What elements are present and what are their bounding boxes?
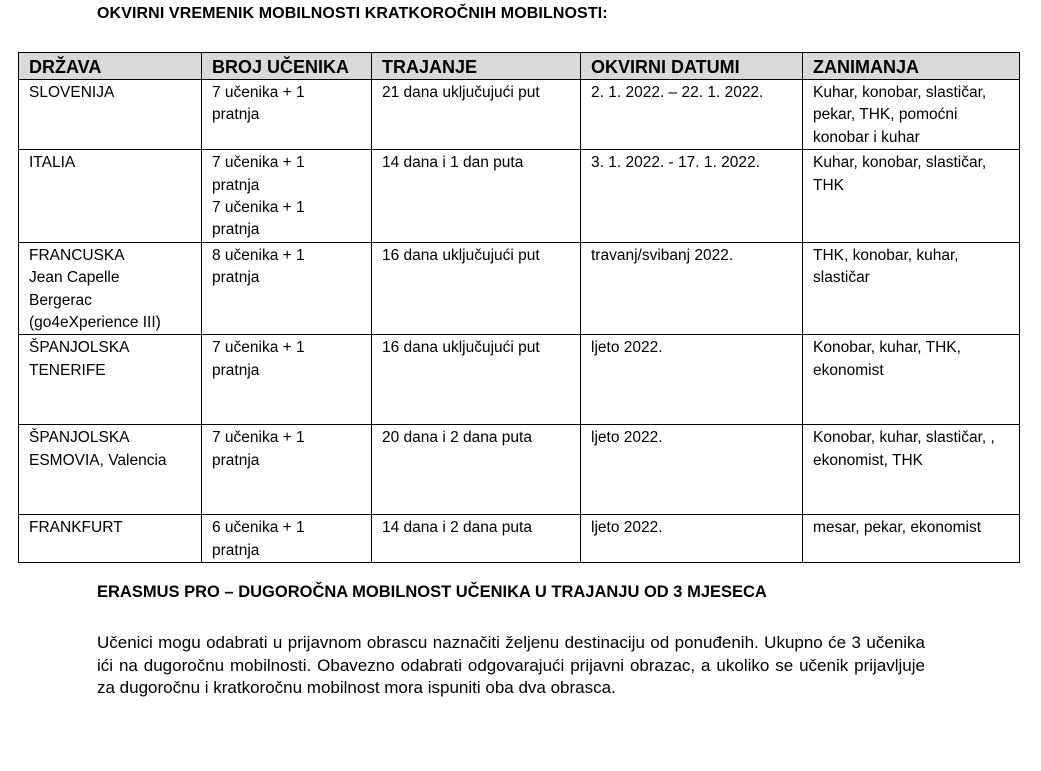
- cell-drzava: [19, 150, 202, 243]
- cell-zanimanja: [803, 150, 1020, 243]
- section-heading: ERASMUS PRO – DUGOROČNA MOBILNOST UČENIKA U TRAJANJU OD 3 MJESECA: [97, 583, 767, 601]
- cell-broj: [202, 150, 372, 243]
- cell-text: (go4eXperience III): [29, 314, 161, 332]
- cell-text: ljeto 2022.: [591, 339, 663, 357]
- info-paragraph: Učenici mogu odabrati u prijavnom obrascu naznačiti željenu destinaciju od ponuđenih. Ukupno će 3 učenika ići na dugoročnu mobilnosti. Obavezno odabrati odgovarajući prijavni obrazac, a ukoliko se učenik prijavljuje za dugoročnu i kratkoročnu mobilnost mora ispuniti oba dva obrasca.: [97, 633, 925, 698]
- cell-text: 7 učenika + 1: [212, 339, 305, 357]
- header-trajanje: TRAJANJE: [372, 53, 581, 80]
- cell-text: pratnja: [212, 541, 260, 559]
- cell-drzava: [19, 242, 202, 335]
- cell-text: Konobar, kuhar, slastičar, ,: [813, 429, 995, 447]
- cell-text: FRANCUSKA: [29, 246, 125, 264]
- cell-text: pratnja: [212, 361, 260, 379]
- cell-zanimanja: [803, 515, 1020, 563]
- table-header-row: [19, 53, 1020, 80]
- cell-text: THK, konobar, kuhar,: [813, 246, 959, 264]
- cell-zanimanja: [803, 425, 1020, 515]
- cell-drzava: [19, 335, 202, 425]
- header-okvirni-datumi: OKVIRNI DATUMI: [581, 53, 803, 80]
- cell-text: 6 učenika + 1: [212, 519, 305, 537]
- cell-trajanje: [372, 425, 581, 515]
- cell-text: FRANKFURT: [29, 519, 123, 537]
- cell-datumi: [581, 335, 803, 425]
- cell-text: 7 učenika + 1: [212, 429, 305, 447]
- header-broj-ucenika: BROJ UČENIKA: [202, 53, 372, 80]
- document-title: OKVIRNI VREMENIK MOBILNOSTI KRATKOROČNIH MOBILNOSTI:: [97, 5, 608, 22]
- cell-text: ljeto 2022.: [591, 519, 663, 537]
- cell-text: mesar, pekar, ekonomist: [813, 519, 981, 537]
- cell-text: 8 učenika + 1: [212, 246, 305, 264]
- cell-text: 7 učenika + 1: [212, 154, 305, 172]
- table-row: [19, 335, 1020, 425]
- cell-text: Bergerac: [29, 291, 92, 309]
- cell-broj: [202, 242, 372, 335]
- cell-drzava: [19, 515, 202, 563]
- cell-text: 16 dana uključujući put: [382, 246, 540, 264]
- cell-text: pratnja: [212, 221, 260, 239]
- cell-text: travanj/svibanj 2022.: [591, 246, 734, 264]
- cell-datumi: [581, 80, 803, 150]
- cell-text: TENERIFE: [29, 361, 106, 379]
- header-drzava: DRŽAVA: [19, 53, 202, 80]
- cell-text: pekar, THK, pomoćni: [813, 106, 958, 124]
- cell-text: ekonomist, THK: [813, 451, 923, 469]
- cell-zanimanja: [803, 242, 1020, 335]
- cell-text: 2. 1. 2022. – 22. 1. 2022.: [591, 84, 764, 101]
- cell-text: 7 učenika + 1: [212, 199, 305, 217]
- cell-text: Jean Capelle: [29, 269, 120, 287]
- cell-text: ŠPANJOLSKA: [29, 429, 130, 447]
- cell-trajanje: [372, 242, 581, 335]
- cell-drzava: [19, 80, 202, 150]
- cell-datumi: [581, 150, 803, 243]
- table-row: [19, 425, 1020, 515]
- cell-text: 3. 1. 2022. - 17. 1. 2022.: [591, 154, 760, 172]
- cell-text: Kuhar, konobar, slastičar,: [813, 84, 987, 101]
- cell-text: Kuhar, konobar, slastičar,: [813, 154, 987, 172]
- cell-text: 21 dana uključujući put: [382, 84, 540, 101]
- cell-text: ŠPANJOLSKA: [29, 339, 130, 357]
- cell-trajanje: [372, 80, 581, 150]
- table-row: [19, 80, 1020, 150]
- cell-text: 7 učenika + 1: [212, 84, 305, 101]
- cell-text: ekonomist: [813, 361, 884, 379]
- cell-trajanje: [372, 335, 581, 425]
- cell-datumi: [581, 242, 803, 335]
- cell-datumi: [581, 515, 803, 563]
- cell-trajanje: [372, 150, 581, 243]
- cell-text: 20 dana i 2 dana puta: [382, 429, 532, 447]
- cell-text: ljeto 2022.: [591, 429, 663, 447]
- cell-text: 14 dana i 1 dan puta: [382, 154, 524, 172]
- cell-broj: [202, 80, 372, 150]
- cell-text: THK: [813, 176, 844, 194]
- cell-text: pratnja: [212, 106, 260, 124]
- cell-text: pratnja: [212, 451, 260, 469]
- header-zanimanja: ZANIMANJA: [803, 53, 1020, 80]
- cell-text: ESMOVIA, Valencia: [29, 451, 167, 469]
- cell-zanimanja: [803, 335, 1020, 425]
- table-row: [19, 150, 1020, 243]
- cell-broj: [202, 335, 372, 425]
- cell-broj: [202, 425, 372, 515]
- cell-text: pratnja: [212, 269, 260, 287]
- cell-text: slastičar: [813, 269, 870, 287]
- cell-text: Konobar, kuhar, THK,: [813, 339, 961, 357]
- cell-text: 14 dana i 2 dana puta: [382, 519, 532, 537]
- cell-text: ITALIA: [29, 154, 76, 172]
- cell-text: pratnja: [212, 176, 260, 194]
- cell-drzava: [19, 425, 202, 515]
- table-row: [19, 242, 1020, 335]
- cell-text: SLOVENIJA: [29, 84, 115, 101]
- cell-trajanje: [372, 515, 581, 563]
- cell-text: konobar i kuhar: [813, 128, 920, 146]
- cell-text: 16 dana uključujući put: [382, 339, 540, 357]
- mobility-schedule-table: [18, 52, 1020, 563]
- table-body: [19, 80, 1020, 563]
- cell-zanimanja: [803, 80, 1020, 150]
- cell-datumi: [581, 425, 803, 515]
- cell-broj: [202, 515, 372, 563]
- table-row: [19, 515, 1020, 563]
